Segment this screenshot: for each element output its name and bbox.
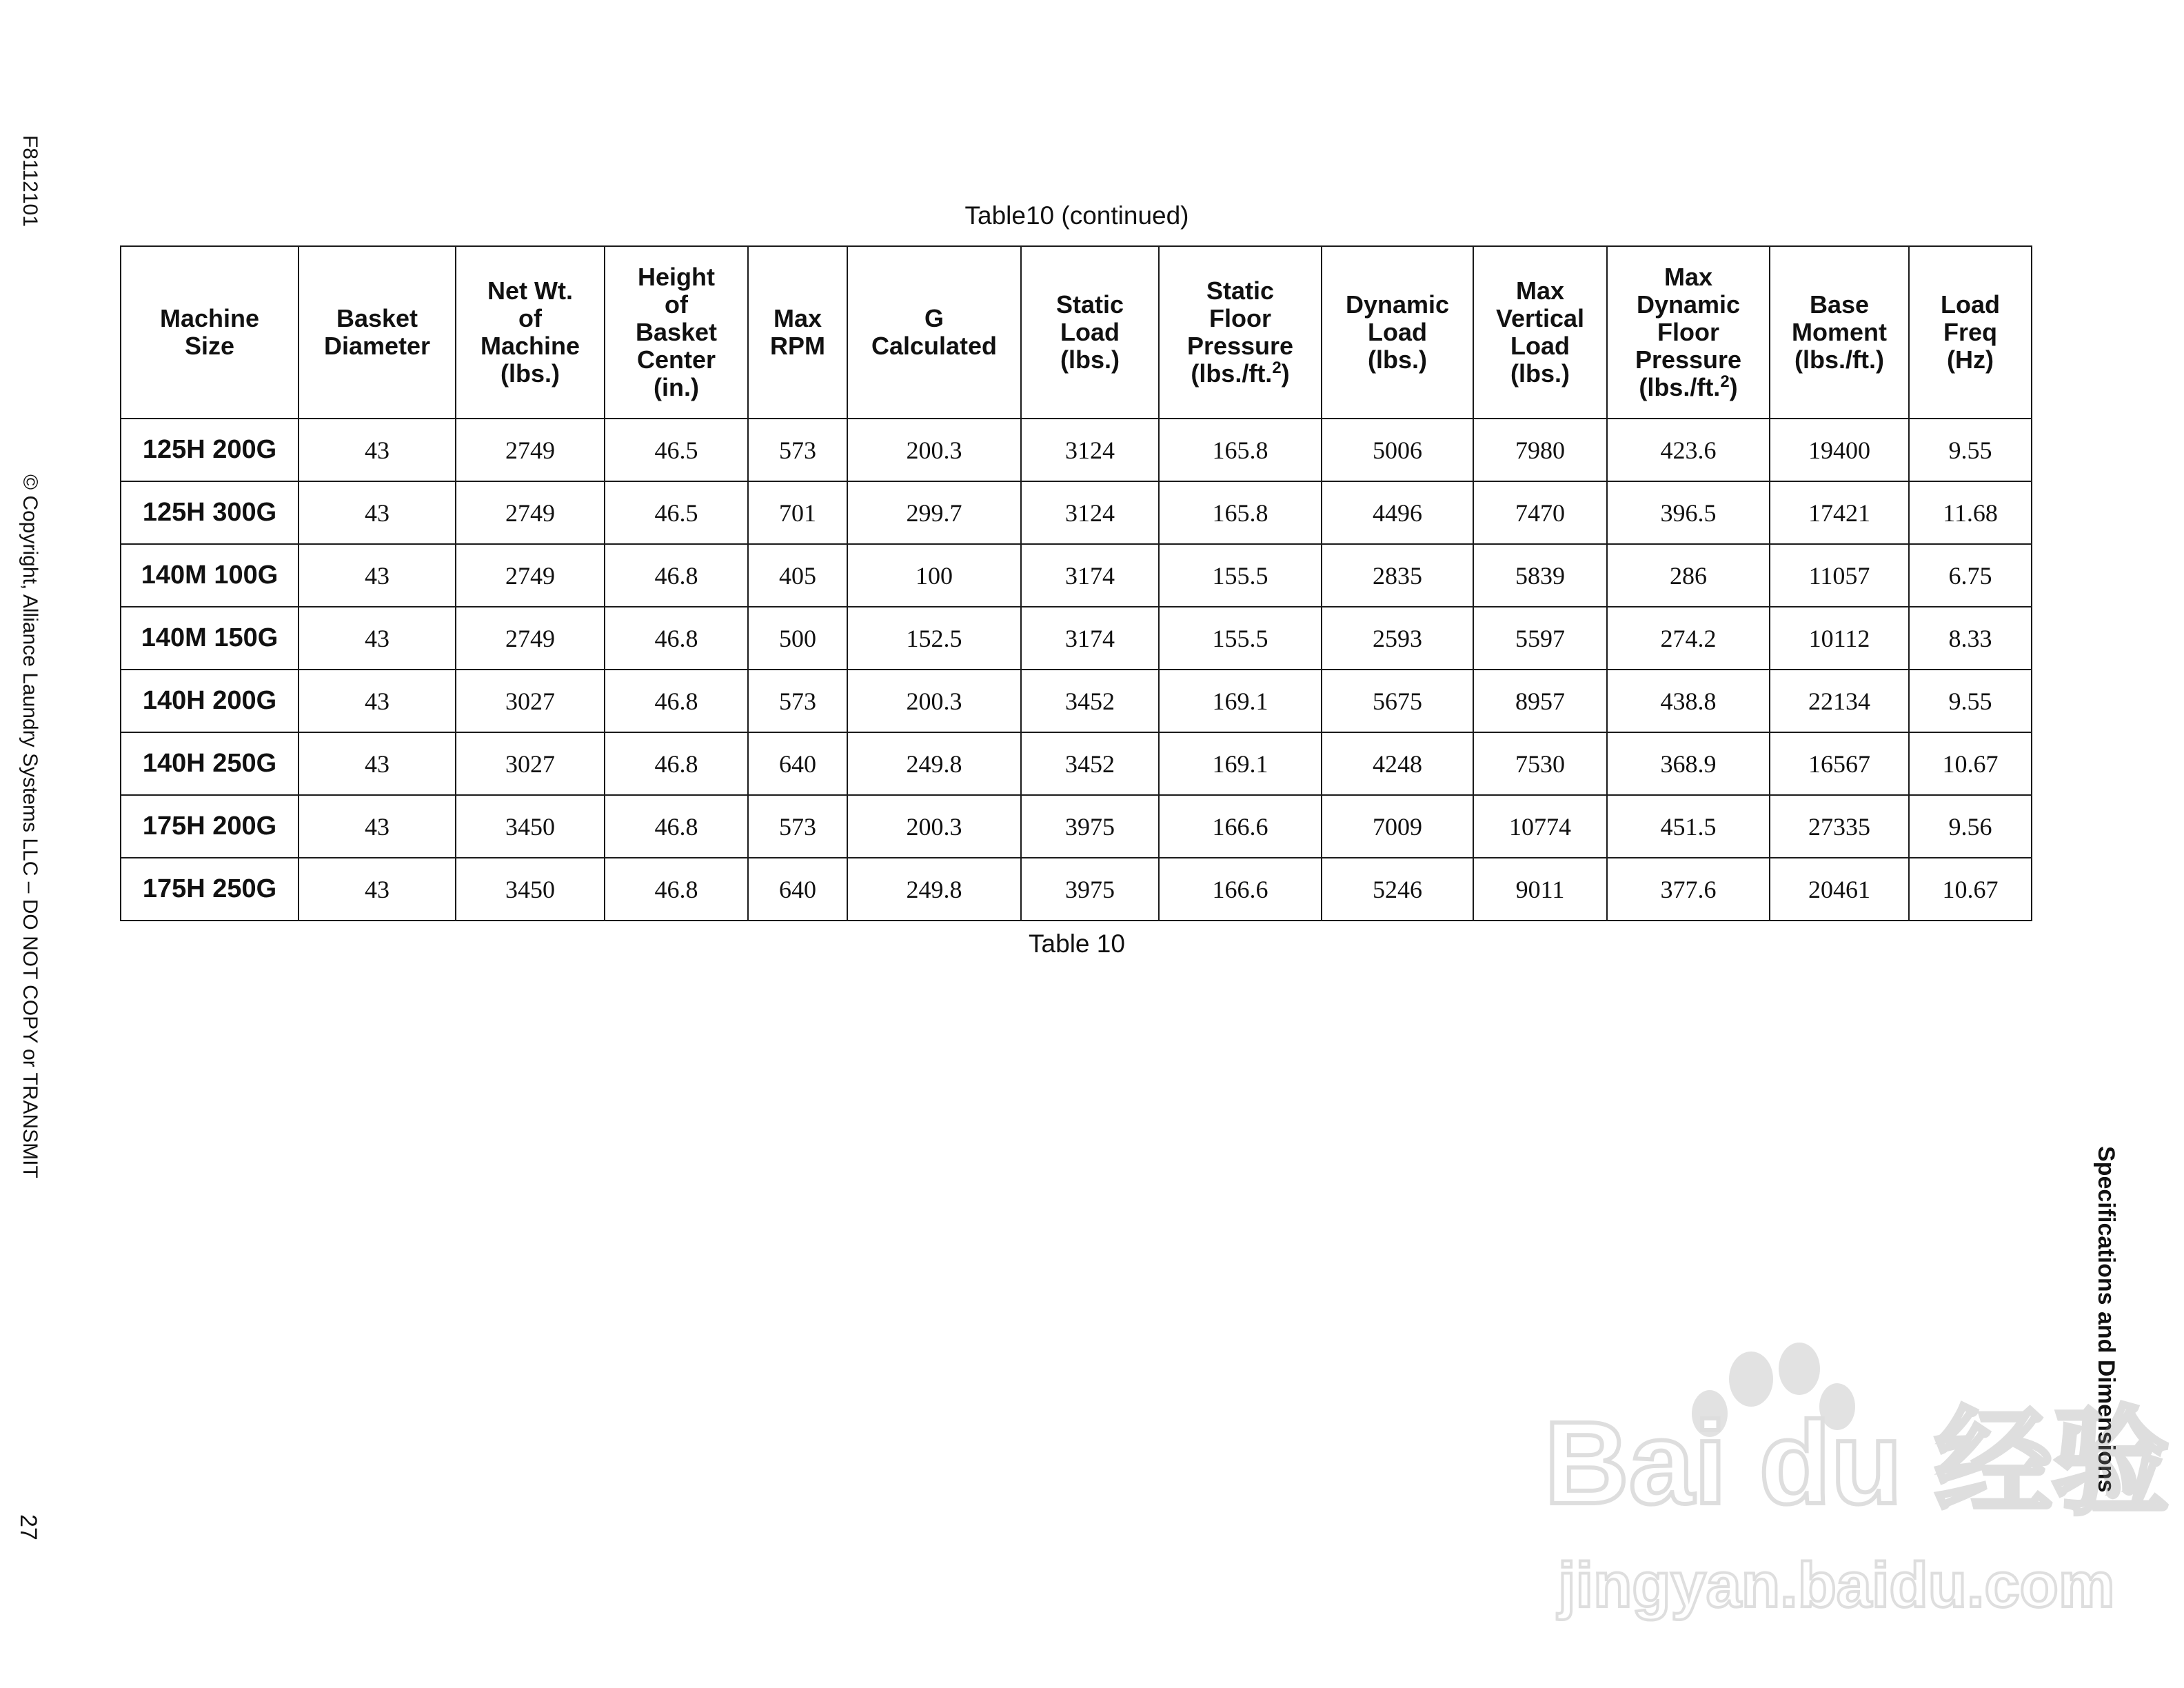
table-cell: 5839 <box>1473 544 1607 607</box>
table-cell: 152.5 <box>847 607 1021 670</box>
table-cell: 22134 <box>1770 670 1909 732</box>
table-cell: 11057 <box>1770 544 1909 607</box>
table-cell: 166.6 <box>1159 858 1322 921</box>
header-machine-size: Machine Size <box>121 246 299 419</box>
table-cell: 438.8 <box>1607 670 1770 732</box>
specifications-table <box>120 245 2032 921</box>
table-cell: 165.8 <box>1159 481 1322 544</box>
table-cell: 46.8 <box>605 795 748 858</box>
table-cell: 165.8 <box>1159 419 1322 481</box>
table-cell: 46.5 <box>605 481 748 544</box>
table-cell: 200.3 <box>847 795 1021 858</box>
table-cell: 43 <box>299 419 456 481</box>
baidu-watermark <box>1544 1331 2170 1620</box>
table-row <box>121 607 2032 670</box>
table-cell: 46.8 <box>605 670 748 732</box>
table-cell: 405 <box>748 544 847 607</box>
copyright-notice: © Copyright, Alliance Laundry Systems LLC – DO NOT COPY or TRANSMIT <box>19 474 41 1178</box>
machine-size-cell: 140H 200G <box>121 670 299 732</box>
table-cell: 19400 <box>1770 419 1909 481</box>
paw-toe-icon <box>1779 1343 1820 1395</box>
table-cell: 3124 <box>1021 481 1159 544</box>
table-cell: 500 <box>748 607 847 670</box>
table-cell: 274.2 <box>1607 607 1770 670</box>
header-max-dynamic-floor-pressure: Max Dynamic Floor Pressure (lbs./ft.$^2$) <box>1607 246 1770 419</box>
section-title: Specifications and Dimensions <box>2093 1146 2119 1493</box>
table-cell: 3450 <box>456 858 605 921</box>
machine-size-cell: 175H 250G <box>121 858 299 921</box>
table-cell: 100 <box>847 544 1021 607</box>
table-row <box>121 858 2032 921</box>
table-cell: 166.6 <box>1159 795 1322 858</box>
table-cell: 27335 <box>1770 795 1909 858</box>
table-row <box>121 732 2032 795</box>
table-cell: 10.67 <box>1909 858 2032 921</box>
table-cell: 20461 <box>1770 858 1909 921</box>
header-static-floor-pressure: Static Floor Pressure (lbs./ft.$^2$) <box>1159 246 1322 419</box>
table-cell: 43 <box>299 670 456 732</box>
table-cell: 3174 <box>1021 544 1159 607</box>
table-cell: 43 <box>299 795 456 858</box>
watermark-url-text: jingyan.baidu.com <box>1558 1550 2115 1620</box>
table-cell: 573 <box>748 419 847 481</box>
table-cell: 2835 <box>1322 544 1473 607</box>
table-cell: 7009 <box>1322 795 1473 858</box>
table-cell: 640 <box>748 858 847 921</box>
table-cell: 9.56 <box>1909 795 2032 858</box>
table-cell: 3975 <box>1021 858 1159 921</box>
table-cell: 8.33 <box>1909 607 2032 670</box>
table-cell: 3975 <box>1021 795 1159 858</box>
table-cell: 10.67 <box>1909 732 2032 795</box>
machine-size-cell: 140H 250G <box>121 732 299 795</box>
table-cell: 7530 <box>1473 732 1607 795</box>
table-cell: 640 <box>748 732 847 795</box>
header-max-rpm: Max RPM <box>748 246 847 419</box>
table-cell: 249.8 <box>847 858 1021 921</box>
header-net-weight: Net Wt. of Machine (lbs.) <box>456 246 605 419</box>
table-cell: 43 <box>299 732 456 795</box>
table-cell: 2749 <box>456 544 605 607</box>
table-cell: 5675 <box>1322 670 1473 732</box>
table-body <box>121 419 2032 921</box>
table-cell: 451.5 <box>1607 795 1770 858</box>
table-cell: 2749 <box>456 481 605 544</box>
header-basket-diameter: Basket Diameter <box>299 246 456 419</box>
table-row <box>121 544 2032 607</box>
table-cell: 2749 <box>456 419 605 481</box>
table-cell: 200.3 <box>847 419 1021 481</box>
table-cell: 169.1 <box>1159 732 1322 795</box>
machine-size-cell: 140M 150G <box>121 607 299 670</box>
table-cell: 16567 <box>1770 732 1909 795</box>
table-cell: 43 <box>299 544 456 607</box>
watermark-brand-text: Bai du 经验 <box>1544 1398 2170 1529</box>
table-cell: 43 <box>299 858 456 921</box>
machine-size-cell: 125H 200G <box>121 419 299 481</box>
table-cell: 7470 <box>1473 481 1607 544</box>
table-row <box>121 481 2032 544</box>
table-cell: 3124 <box>1021 419 1159 481</box>
page-number: 27 <box>15 1514 41 1540</box>
table-row <box>121 670 2032 732</box>
table-cell: 4248 <box>1322 732 1473 795</box>
header-load-freq: Load Freq (Hz) <box>1909 246 2032 419</box>
table-cell: 5246 <box>1322 858 1473 921</box>
header-dynamic-load: Dynamic Load (lbs.) <box>1322 246 1473 419</box>
machine-size-cell: 175H 200G <box>121 795 299 858</box>
table-cell: 5597 <box>1473 607 1607 670</box>
table-cell: 169.1 <box>1159 670 1322 732</box>
table-cell: 5006 <box>1322 419 1473 481</box>
table-cell: 3450 <box>456 795 605 858</box>
table-cell: 46.8 <box>605 858 748 921</box>
table-cell: 155.5 <box>1159 544 1322 607</box>
table-cell: 11.68 <box>1909 481 2032 544</box>
header-max-vertical-load: Max Vertical Load (lbs.) <box>1473 246 1607 419</box>
table-cell: 9011 <box>1473 858 1607 921</box>
table-cell: 573 <box>748 795 847 858</box>
table-cell: 4496 <box>1322 481 1473 544</box>
table-cell: 2593 <box>1322 607 1473 670</box>
table-row <box>121 795 2032 858</box>
table-cell: 43 <box>299 607 456 670</box>
table-cell: 396.5 <box>1607 481 1770 544</box>
machine-size-cell: 125H 300G <box>121 481 299 544</box>
header-static-load: Static Load (lbs.) <box>1021 246 1159 419</box>
document-code: F8112101 <box>19 135 41 227</box>
table-cell: 286 <box>1607 544 1770 607</box>
table-cell: 701 <box>748 481 847 544</box>
table-cell: 46.5 <box>605 419 748 481</box>
table-cell: 6.75 <box>1909 544 2032 607</box>
header-base-moment: Base Moment (lbs./ft.) <box>1770 246 1909 419</box>
table-cell: 9.55 <box>1909 670 2032 732</box>
table-cell: 46.8 <box>605 544 748 607</box>
table-cell: 46.8 <box>605 607 748 670</box>
table-cell: 3452 <box>1021 670 1159 732</box>
header-basket-center-height: Height of Basket Center (in.) <box>605 246 748 419</box>
table-cell: 3174 <box>1021 607 1159 670</box>
table-cell: 377.6 <box>1607 858 1770 921</box>
table-caption-continued: Table10 (continued) <box>964 201 1189 230</box>
table-cell: 3027 <box>456 670 605 732</box>
table-cell: 249.8 <box>847 732 1021 795</box>
table-cell: 17421 <box>1770 481 1909 544</box>
table-cell: 8957 <box>1473 670 1607 732</box>
table-cell: 368.9 <box>1607 732 1770 795</box>
table-cell: 2749 <box>456 607 605 670</box>
table-cell: 10112 <box>1770 607 1909 670</box>
table-cell: 46.8 <box>605 732 748 795</box>
table-cell: 3027 <box>456 732 605 795</box>
table-cell: 10774 <box>1473 795 1607 858</box>
table-cell: 3452 <box>1021 732 1159 795</box>
table-cell: 9.55 <box>1909 419 2032 481</box>
table-caption: Table 10 <box>1029 930 1125 958</box>
table-cell: 155.5 <box>1159 607 1322 670</box>
table-cell: 423.6 <box>1607 419 1770 481</box>
table-cell: 573 <box>748 670 847 732</box>
header-g-calculated: G Calculated <box>847 246 1021 419</box>
table-cell: 299.7 <box>847 481 1021 544</box>
machine-size-cell: 140M 100G <box>121 544 299 607</box>
table-row <box>121 419 2032 481</box>
table-cell: 7980 <box>1473 419 1607 481</box>
table-cell: 43 <box>299 481 456 544</box>
table-header-row <box>121 246 2032 419</box>
table-cell: 200.3 <box>847 670 1021 732</box>
